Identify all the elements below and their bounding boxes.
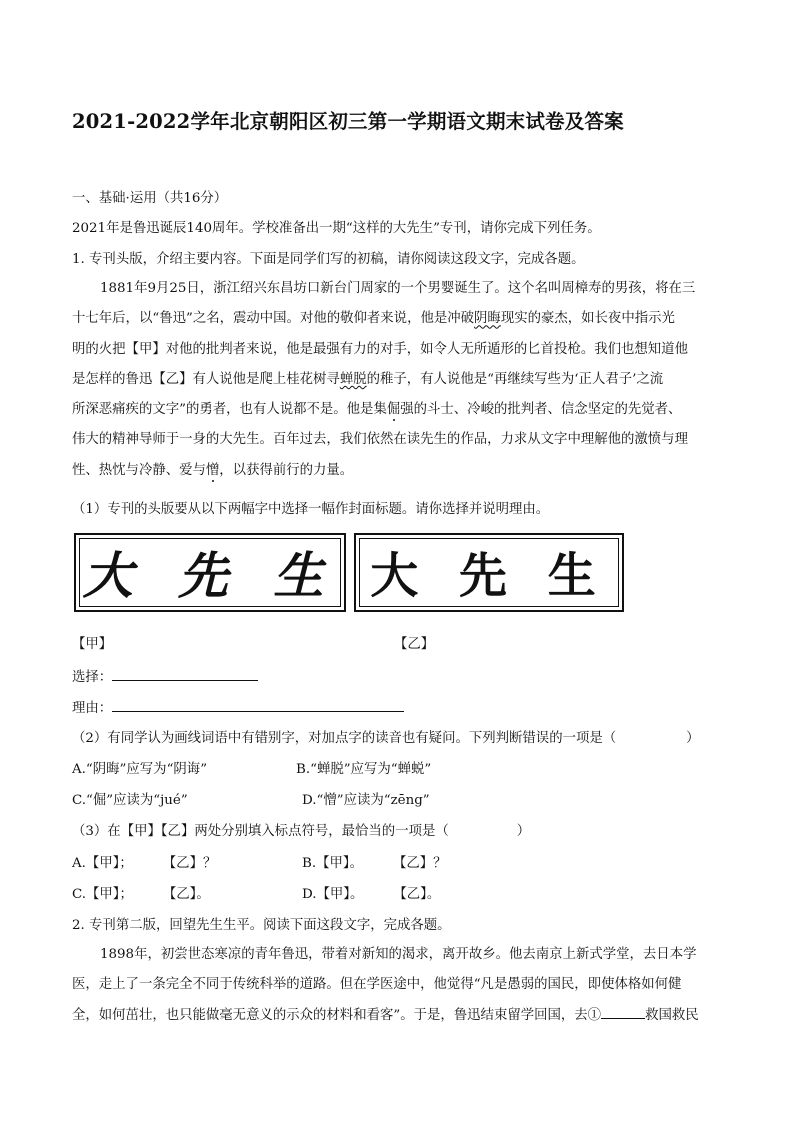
sub-question-3: （3）在【甲】【乙】两处分别填入标点符号，最恰当的一项是（ ） (72, 824, 531, 839)
calligraphy-jia-image (74, 533, 346, 612)
fill-blank-1[interactable] (601, 1018, 645, 1019)
underlined-word-chantuo: 蝉脱 (339, 371, 367, 387)
choose-blank[interactable] (112, 680, 258, 681)
option-3B: B.【甲】。 【乙】？ (302, 856, 447, 871)
sub-question-2: （2）有同学认为画线词语中有错别字，对加点字的读音也有疑问。下列判断错误的一项是（ ） (72, 731, 700, 746)
question-1: 1. 专刊头版，介绍主要内容。下面是同学们写的初稿，请你阅读这段文字，完成各题。 (72, 252, 585, 267)
passage-line: 十七年后，以“鲁迅”之名，震动中国。对他的敬仰者来说，他是冲破阴晦现实的豪杰，如长夜中指示光 (72, 311, 675, 327)
option-3A: A.【甲】； 【乙】？ (72, 856, 217, 871)
reason-line: 理由： (72, 697, 404, 716)
passage-line: 明的火把【甲】对他的批判者来说，他是最强有力的对手，如令人无所遁形的匕首投枪。我们也想知道他 (72, 341, 688, 357)
passage-line: 是怎样的鲁迅【乙】有人说他是爬上桂花树寻蝉脱的稚子，有人说他是“再继续写些为‘正人君子’之流 (72, 371, 664, 387)
label-yi: 【乙】 (394, 637, 435, 652)
section-heading: 一、基础·运用（共16分） (72, 191, 228, 206)
choose-line: 选择： (72, 666, 258, 685)
passage-line: 医，走上了一条完全不同于传统科举的道路。但在学医途中，他觉得“凡是愚弱的国民，即使体格如何健 (72, 977, 682, 993)
dotted-char-zeng: 憎 (205, 462, 220, 478)
calligraphy-yi-image (354, 533, 624, 612)
passage-2 (72, 940, 724, 1031)
section-intro: 2021年是鲁迅诞辰140周年。学校准备出一期“这样的大先生”专刊，请你完成下列任务。 (72, 221, 601, 236)
calligraphy-yi-art (356, 535, 622, 610)
reason-blank[interactable] (112, 711, 404, 712)
option-3C: C.【甲】； 【乙】。 (72, 887, 210, 902)
passage-line: 1881年9月25日，浙江绍兴东昌坊口新台门周家的一个男婴诞生了。这个名叫周樟寿的男孩，将在三 (100, 281, 696, 296)
passage-1 (72, 274, 724, 486)
passage-line: 伟大的精神导师于一身的大先生。百年过去，我们依然在读先生的作品，力求从文字中理解他的激愤与理 (72, 432, 688, 448)
option-2D: D.“憎”应读为“zēng” (302, 793, 430, 808)
calligraphy-jia-text: 大 先 生 (82, 546, 338, 605)
question-2: 2. 专刊第二版，回望先生生平。阅读下面这段文字，完成各题。 (72, 918, 451, 933)
sub-question-1: （1）专刊的头版要从以下两幅字中选择一幅作封面标题。请你选择并说明理由。 (72, 502, 550, 517)
passage-line: 1898年，初尝世态寒凉的青年鲁迅，带着对新知的渴求，离开故乡。他去南京上新式学堂，去日本学 (100, 947, 697, 962)
label-jia: 【甲】 (72, 637, 113, 652)
option-2B: B.“蝉脱”应写为“蝉蜕” (296, 762, 432, 777)
passage-line: 全，如何茁壮，也只能做毫无意义的示众的材料和看客”。于是，鲁迅结束留学回国，去① 救国救民 (72, 1007, 699, 1023)
underlined-word-yinhui: 阴晦 (474, 311, 501, 327)
document-title: 2021-2022学年北京朝阳区初三第一学期语文期末试卷及答案 (72, 110, 624, 133)
option-2C: C.“倔”应读为“jué” (72, 793, 188, 808)
passage-line: 所深恶痛疾的文字”的勇者，也有人说都不是。他是集倔强的斗士、冷峻的批判者、信念坚定的先觉者、 (72, 402, 682, 418)
option-2A: A.“阴晦”应写为“阴诲” (72, 762, 208, 777)
passage-line: 性、热忱与冷静、爱与憎，以获得前行的力量。 (72, 462, 354, 478)
calligraphy-yi-text: 大 先 生 (370, 548, 608, 604)
option-3D: D.【甲】。 【乙】。 (302, 887, 441, 902)
calligraphy-jia-art (76, 535, 344, 610)
dotted-char-jue: 倔 (386, 402, 401, 418)
